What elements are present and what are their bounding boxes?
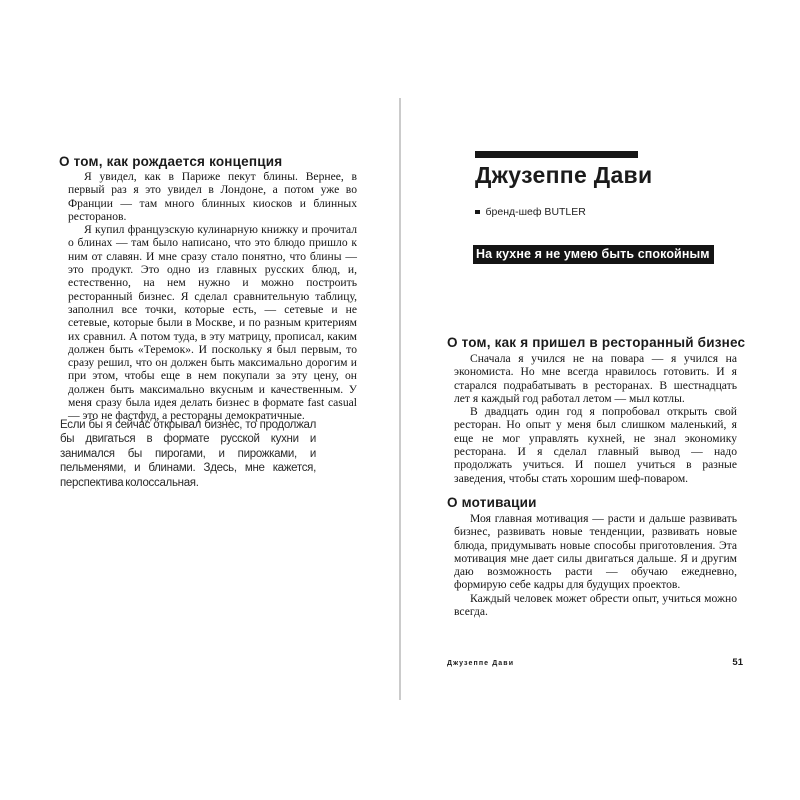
section-heading-concept: О том, как рождается концепция bbox=[59, 154, 283, 169]
byline bbox=[475, 206, 586, 218]
page-number: 51 bbox=[732, 657, 743, 668]
body-paragraph: Каждый человек может обрести опыт, учиться можно всегда. bbox=[454, 591, 737, 619]
square-bullet-icon bbox=[475, 210, 480, 215]
chapter-title: Джузеппе Дави bbox=[475, 162, 653, 188]
chapter-title-block bbox=[475, 151, 653, 189]
section-body-motivation bbox=[454, 512, 737, 618]
body-paragraph: Я увидел, как в Париже пекут блины. Вернее, в первый раз я это увидел в Лондоне, а потом уже во Франции — там много блинных киосков и блинных ресторанов. bbox=[68, 170, 357, 223]
left-page-body bbox=[68, 170, 357, 423]
byline-text: бренд-шеф BUTLER bbox=[485, 206, 586, 218]
pull-quote: Если бы я сейчас открывал бизнес, то продолжал бы двигаться в формате русской кухни и занимался бы пирогами, и пирожками, и пельменями, и блинами. Здесь, мне кажется, перспектива колоссальная. bbox=[60, 419, 316, 489]
page-footer bbox=[447, 657, 743, 668]
section-body-business bbox=[454, 352, 737, 485]
running-title: Джузеппе Дави bbox=[447, 660, 515, 667]
page-gutter-divider bbox=[399, 98, 401, 700]
section-heading-motivation: О мотивации bbox=[447, 495, 537, 510]
body-paragraph: Я купил французскую кулинарную книжку и прочитал о блинах — там было написано, что это блюдо пришло к ним от славян. И мне сразу стало понятно, что блины — это продукт. Это одно из главных русских блюд, и, естественно, на нем нужно и можно построить ресторанный бизнес. Я сделал сравнительную таблицу, заполнил все точки, которые есть, — сетевые и не сетевые, которые были в Москве, и по разным критериям их сравнил. А потом туда, в эту матрицу, прописал, каким должен быть «Теремок». И поскольку я был первым, то сразу решил, что он должен быть максимально дорогим и при этом, чтобы еще в нем покупали за эту цену, он должен быть максимально вкусным и качественным. У меня сразу была идея делать бизнес в формате fast casual — это не фастфуд, а рестораны демократичные. bbox=[68, 223, 357, 423]
body-paragraph: В двадцать один год я попробовал открыть свой ресторан. Но опыт у меня был слишком маленький, я еще не мог управлять кухней, не знал экономику ресторана. И я сделал главный вывод — надо продолжать учиться. И пошел учиться в разные заведения, чтобы стать хорошим шеф-поваром. bbox=[454, 405, 737, 485]
title-rule bbox=[475, 151, 638, 158]
body-paragraph: Моя главная мотивация — расти и дальше развивать бизнес, развивать новые тенденции, развивать новые блюда, придумывать новые способы приготовления. Эта мотивация мне дает силы двигаться дальше. Я и другим даю возможность расти — обучаю ежедневно, формирую себе кадры для будущих проектов. bbox=[454, 512, 737, 592]
highlight-quote: На кухне я не умею быть спокойным bbox=[473, 245, 714, 264]
body-paragraph: Сначала я учился не на повара — я учился на экономиста. Но мне всегда нравилось готовить. И я старался подрабатывать в ресторанах. В шестнадцать лет я каждый год работал летом — мыл котлы. bbox=[454, 352, 737, 405]
section-heading-business: О том, как я пришел в ресторанный бизнес bbox=[447, 335, 746, 350]
